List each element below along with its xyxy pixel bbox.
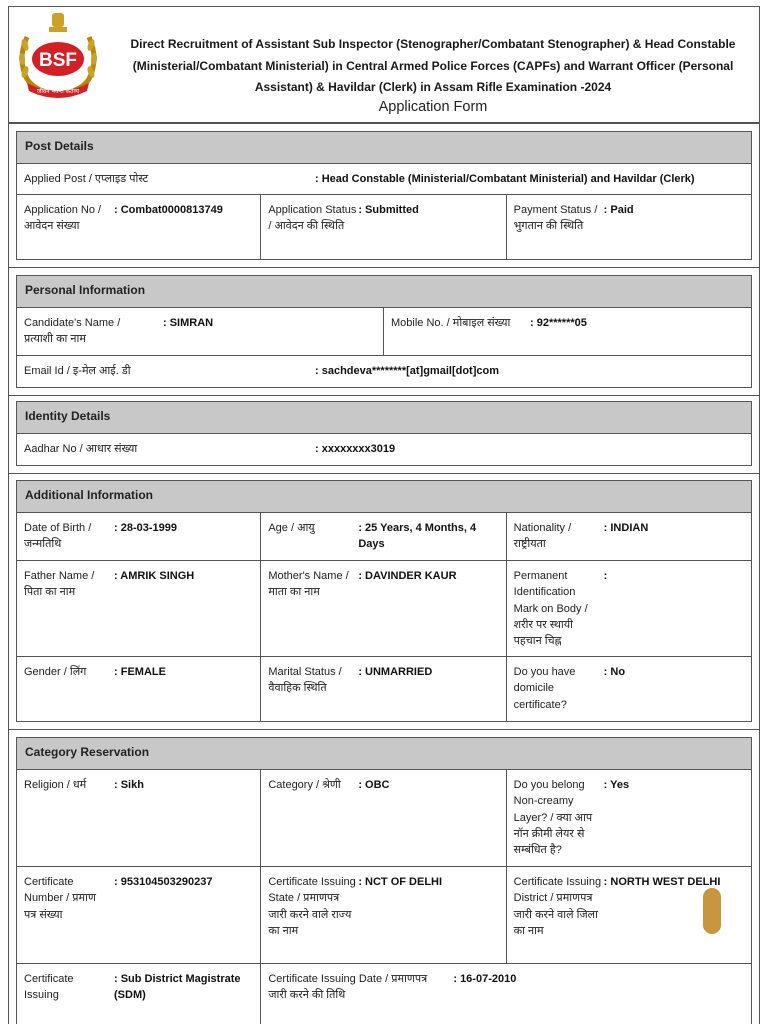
application-form-page bbox=[8, 6, 760, 1024]
gender-label: Gender / लिंग bbox=[24, 666, 87, 678]
application-no-value: : Combat0000813749 bbox=[114, 204, 223, 216]
application-no-label: Application No / आवेदन संख्या bbox=[24, 204, 102, 233]
bsf-logo bbox=[13, 9, 103, 101]
application-status-row bbox=[17, 195, 751, 259]
certificate-date-label: Certificate Issuing Date / प्रमाणपत्र जारी करने की तिथि bbox=[268, 973, 428, 1002]
religion-row bbox=[17, 770, 751, 867]
marital-status-label: Marital Status / वैवाहिक स्थिति bbox=[268, 666, 342, 695]
identity-panel bbox=[16, 401, 752, 466]
age-value: : 25 Years, 4 Months, 4 Days bbox=[358, 522, 477, 551]
additional-info-section bbox=[9, 473, 759, 729]
age-label: Age / आयु bbox=[268, 522, 315, 534]
category-label: Category / श्रेणी bbox=[268, 779, 341, 791]
application-status-label: Application Status / आवेदन की स्थिति bbox=[268, 204, 357, 233]
identity-heading: Identity Details bbox=[17, 402, 751, 434]
email-label: Email Id / इ-मेल आई. डी bbox=[24, 365, 131, 377]
aadhar-value: : xxxxxxxx3019 bbox=[315, 443, 396, 455]
dob-row bbox=[17, 513, 751, 561]
form-header bbox=[9, 7, 759, 123]
certificate-issuing-label: Certificate Issuing bbox=[24, 973, 74, 1002]
domicile-label: Do you have domicile certificate? bbox=[513, 666, 576, 711]
applied-post-value: : Head Constable (Ministerial/Combatant Ministerial) and Havildar (Clerk) bbox=[315, 173, 695, 185]
application-status-value: : Submitted bbox=[358, 204, 419, 216]
form-subtitle: Application Form bbox=[378, 99, 488, 115]
candidate-name-value: : SIMRAN bbox=[163, 317, 214, 329]
email-row bbox=[17, 356, 751, 387]
certificate-number-value: : 953104503290237 bbox=[114, 876, 213, 888]
certificate-issuing-value: : Sub District Magistrate (SDM) bbox=[114, 973, 241, 1002]
category-panel bbox=[16, 737, 752, 1024]
nationality-value: : INDIAN bbox=[603, 522, 649, 534]
scroll-handle[interactable] bbox=[703, 888, 721, 934]
certificate-issuing-row bbox=[17, 964, 751, 1024]
non-creamy-layer-label: Do you belong Non-creamy Layer? / क्या आप नॉन क्रीमी लेयर से सम्बंधित है? bbox=[513, 779, 593, 857]
category-heading: Category Reservation bbox=[17, 738, 751, 770]
father-name-value: : AMRIK SINGH bbox=[114, 570, 195, 582]
mother-name-value: : DAVINDER KAUR bbox=[358, 570, 457, 582]
personal-info-heading: Personal Information bbox=[17, 276, 751, 308]
email-value: : sachdeva********[at]gmail[dot]com bbox=[315, 365, 499, 377]
payment-status-value: : Paid bbox=[603, 204, 634, 216]
post-details-section bbox=[9, 123, 759, 267]
mother-name-label: Mother's Name / माता का नाम bbox=[268, 570, 349, 599]
aadhar-label: Aadhar No / आधार संख्या bbox=[24, 443, 138, 455]
religion-value: : Sikh bbox=[114, 779, 144, 791]
gender-row bbox=[17, 657, 751, 721]
certificate-date-value: : 16-07-2010 bbox=[453, 973, 517, 985]
marital-status-value: : UNMARRIED bbox=[358, 666, 433, 678]
aadhar-row bbox=[17, 434, 751, 465]
mobile-value: : 92******05 bbox=[530, 317, 587, 329]
identification-mark-value: : bbox=[603, 570, 608, 582]
religion-label: Religion / धर्म bbox=[24, 779, 87, 791]
personal-info-section bbox=[9, 267, 759, 395]
category-section bbox=[9, 729, 759, 1024]
payment-status-label: Payment Status / भुगतान की स्थिति bbox=[513, 204, 598, 233]
gender-value: : FEMALE bbox=[114, 666, 166, 678]
father-name-label: Father Name / पिता का नाम bbox=[24, 570, 95, 599]
personal-info-panel bbox=[16, 275, 752, 388]
parents-row bbox=[17, 561, 751, 657]
name-mobile-row bbox=[17, 308, 751, 356]
certificate-state-label: Certificate Issuing State / प्रमाणपत्र जारी करने वाले राज्य का नाम bbox=[268, 876, 356, 937]
certificate-state-value: : NCT OF DELHI bbox=[358, 876, 443, 888]
identification-mark-label: Permanent Identification Mark on Body / शरीर पर स्थायी पहचान चिह्न bbox=[513, 570, 588, 648]
applied-post-row bbox=[17, 164, 751, 195]
certificate-district-label: Certificate Issuing District / प्रमाणपत्र जारी करने वाले जिला का नाम bbox=[513, 876, 602, 937]
logo-motto: जीवन पर्यन्त कर्तव्य bbox=[36, 88, 80, 95]
exam-title: Direct Recruitment of Assistant Sub Inspector (Stenographer/Combatant Stenographer) & Head Constable (Ministerial/Combatant Ministerial) in Central Armed Police Forces (CAPFs) and Warrant Officer (Personal Assistant) & Havildar (Clerk) in Assam Rifle Examination -2024 bbox=[130, 37, 736, 94]
certificate-number-label: Certificate Number / प्रमाण पत्र संख्या bbox=[24, 876, 96, 921]
dob-value: : 28-03-1999 bbox=[114, 522, 177, 534]
applied-post-label: Applied Post / एप्लाइड पोस्ट bbox=[24, 173, 149, 185]
mobile-label: Mobile No. / मोबाइल संख्या bbox=[391, 317, 511, 329]
post-details-heading: Post Details bbox=[17, 132, 751, 164]
additional-info-panel bbox=[16, 480, 752, 722]
domicile-value: : No bbox=[603, 666, 626, 678]
identity-section bbox=[9, 395, 759, 479]
candidate-name-label: Candidate's Name / प्रत्याशी का नाम bbox=[24, 317, 121, 346]
certificate-row bbox=[17, 867, 751, 964]
non-creamy-layer-value: : Yes bbox=[603, 779, 630, 791]
logo-text: BSF bbox=[39, 50, 77, 71]
dob-label: Date of Birth / जन्मतिथि bbox=[24, 522, 92, 551]
certificate-district-value: : NORTH WEST DELHI bbox=[603, 876, 721, 888]
additional-info-heading: Additional Information bbox=[17, 481, 751, 513]
post-details-panel bbox=[16, 131, 752, 260]
category-value: : OBC bbox=[358, 779, 390, 791]
nationality-label: Nationality / राष्ट्रीयता bbox=[513, 522, 572, 551]
